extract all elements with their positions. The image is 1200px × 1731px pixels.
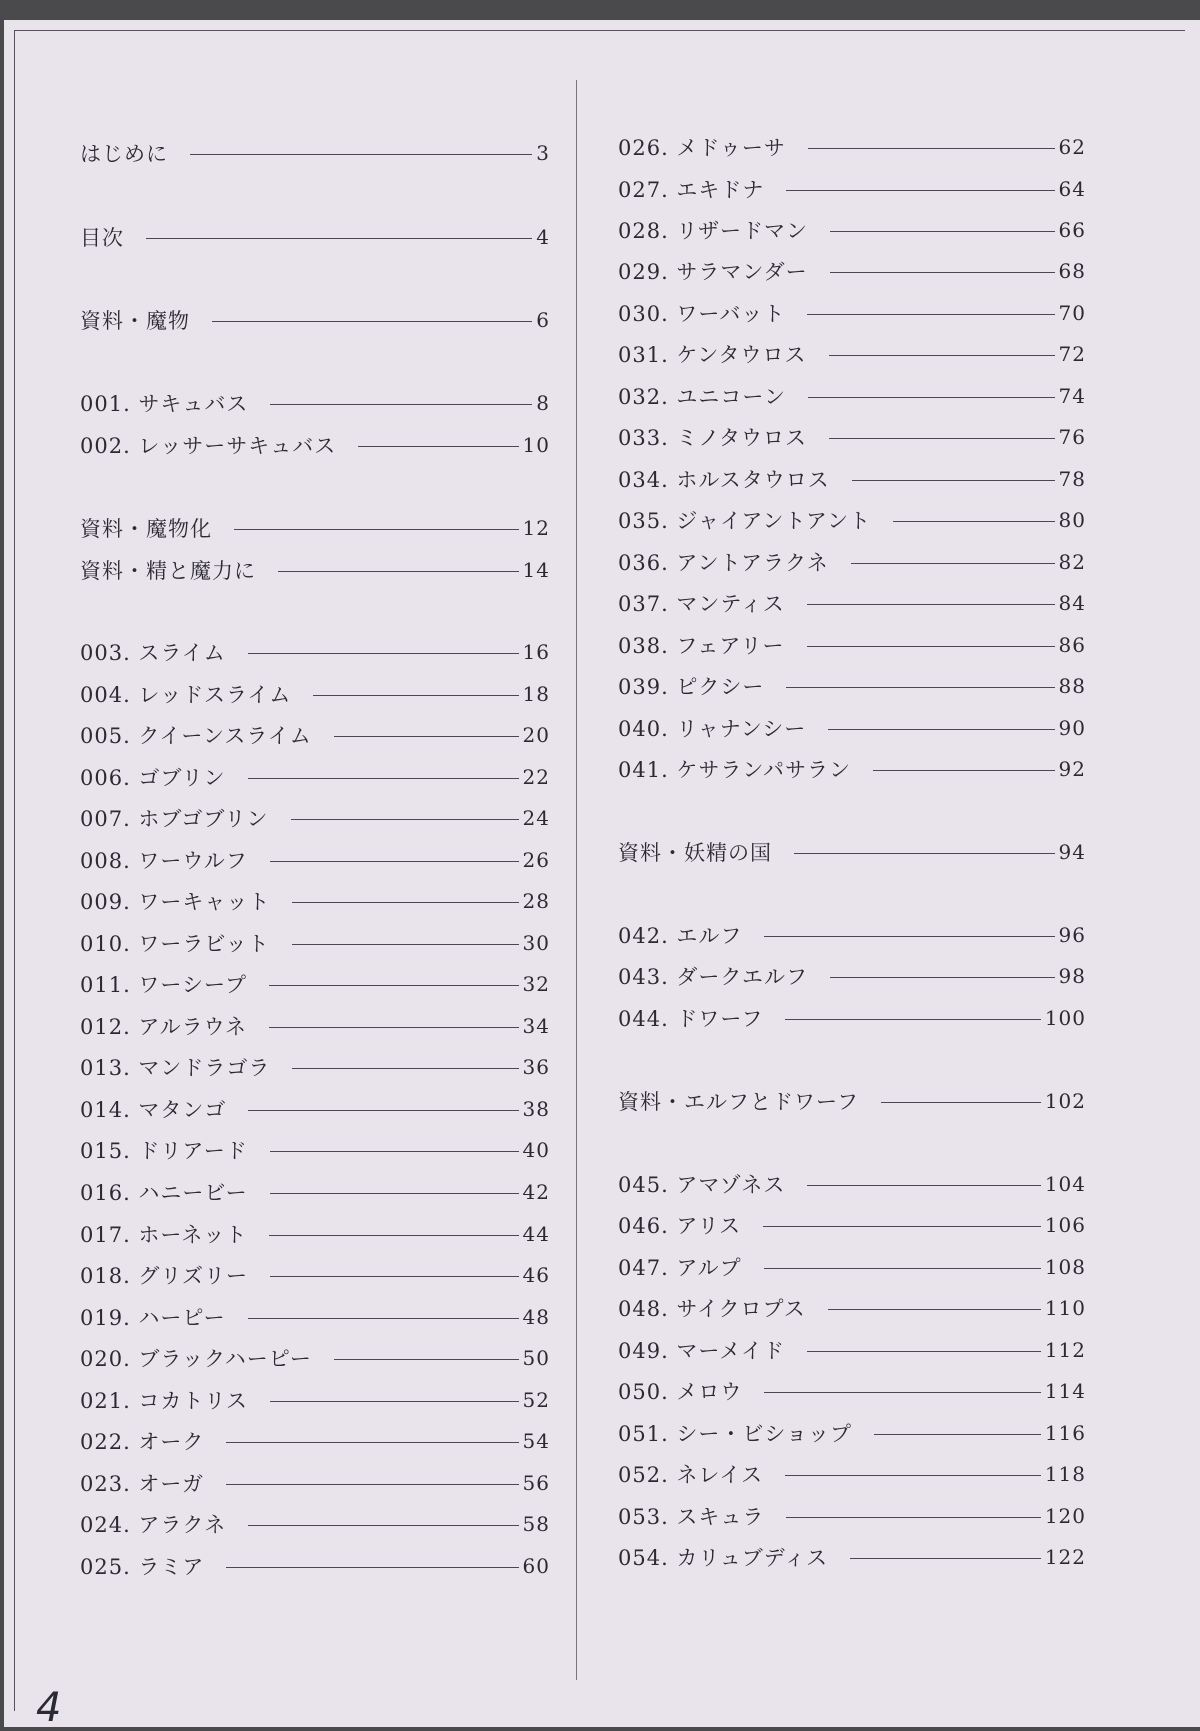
toc-entry <box>80 1219 550 1249</box>
toc-entry-page: 106 <box>1044 1213 1086 1237</box>
toc-leader-line <box>248 653 519 654</box>
toc-entry-page: 36 <box>522 1055 550 1079</box>
toc-entry-title: 041. ケサランパサラン <box>618 758 851 782</box>
toc-entry-page: 14 <box>522 558 550 582</box>
toc-entry-page: 50 <box>522 1346 550 1370</box>
toc-entry-title: 045. アマゾネス <box>618 1173 786 1197</box>
toc-leader-line <box>146 238 532 239</box>
toc-entry-page: 16 <box>522 640 550 664</box>
toc-entry-title: はじめに <box>80 142 168 166</box>
toc-entry-title: 049. マーメイド <box>618 1339 785 1363</box>
toc-entry-title: 038. フェアリー <box>618 634 785 658</box>
toc-leader-line <box>248 778 519 779</box>
toc-entry <box>80 555 550 585</box>
toc-entry <box>80 1011 550 1041</box>
toc-entry-title: 008. ワーウルフ <box>80 849 248 873</box>
toc-entry-page: 40 <box>522 1138 550 1162</box>
toc-leader-line <box>763 1226 1041 1227</box>
toc-entry <box>80 1260 550 1290</box>
toc-leader-line <box>313 695 518 696</box>
toc-entry <box>618 422 1086 452</box>
toc-entry-title: 011. ワーシープ <box>80 973 247 997</box>
toc-leader-line <box>269 1235 518 1236</box>
toc-entry-page: 72 <box>1058 342 1086 366</box>
toc-entry-page: 26 <box>522 848 550 872</box>
toc-entry-title: 002. レッサーサキュバス <box>80 434 337 458</box>
toc-leader-line <box>829 355 1055 356</box>
document-page <box>4 20 1200 1731</box>
toc-entry-page: 3 <box>536 141 550 165</box>
toc-entry-title: 052. ネレイス <box>618 1463 764 1487</box>
toc-entry-title: 048. サイクロプス <box>618 1297 806 1321</box>
toc-leader-line <box>830 977 1055 978</box>
toc-leader-line <box>764 1268 1041 1269</box>
toc-leader-line <box>785 1475 1041 1476</box>
toc-entry-title: 目次 <box>80 226 124 250</box>
toc-entry <box>618 671 1086 701</box>
toc-entry-title: 046. アリス <box>618 1214 742 1238</box>
toc-entry-title: 021. コカトリス <box>80 1389 249 1413</box>
toc-entry-page: 10 <box>522 433 550 457</box>
toc-entry-page: 110 <box>1044 1296 1086 1320</box>
toc-leader-line <box>248 1525 518 1526</box>
toc-entry-title: 053. スキュラ <box>618 1505 765 1529</box>
toc-entry <box>618 256 1086 286</box>
toc-leader-line <box>851 563 1055 564</box>
toc-leader-line <box>794 853 1055 854</box>
toc-entry-page: 68 <box>1058 259 1086 283</box>
toc-entry-title: 003. スライム <box>80 641 226 665</box>
toc-entry-title: 054. カリュブディス <box>618 1546 829 1570</box>
toc-entry-title: 020. ブラックハーピー <box>80 1347 312 1371</box>
toc-entry <box>618 339 1086 369</box>
toc-entry-page: 84 <box>1058 591 1086 615</box>
toc-entry <box>618 1086 1086 1116</box>
toc-leader-line <box>785 1019 1040 1020</box>
toc-leader-line <box>248 1110 518 1111</box>
toc-entry-title: 027. エキドナ <box>618 178 765 202</box>
toc-leader-line <box>269 1027 519 1028</box>
toc-entry-page: 58 <box>522 1512 550 1536</box>
toc-leader-line <box>830 231 1055 232</box>
toc-entry-page: 74 <box>1058 384 1086 408</box>
toc-entry-page: 46 <box>522 1263 550 1287</box>
toc-leader-line <box>226 1484 519 1485</box>
toc-leader-line <box>190 154 532 155</box>
toc-leader-line <box>270 1401 519 1402</box>
toc-entry-page: 96 <box>1058 923 1086 947</box>
toc-leader-line <box>852 480 1055 481</box>
toc-entry-title: 033. ミノタウロス <box>618 426 807 450</box>
toc-entry <box>618 1293 1086 1323</box>
toc-entry <box>80 1426 550 1456</box>
toc-leader-line <box>291 819 519 820</box>
toc-entry <box>618 1459 1086 1489</box>
toc-entry-title: 001. サキュバス <box>80 392 249 416</box>
toc-entry-title: 014. マタンゴ <box>80 1098 227 1122</box>
toc-leader-line <box>786 1517 1040 1518</box>
toc-entry <box>618 1335 1086 1365</box>
toc-entry <box>80 1177 550 1207</box>
toc-entry-page: 4 <box>536 225 550 249</box>
toc-leader-line <box>270 1151 519 1152</box>
toc-entry-title: 資料・エルフとドワーフ <box>618 1090 859 1114</box>
toc-entry-title: 030. ワーバット <box>618 302 786 326</box>
toc-entry-page: 44 <box>522 1222 550 1246</box>
toc-entry <box>80 803 550 833</box>
toc-entry-page: 112 <box>1044 1338 1086 1362</box>
toc-entry-page: 12 <box>522 516 550 540</box>
toc-entry <box>80 1052 550 1082</box>
toc-leader-line <box>278 571 519 572</box>
toc-leader-line <box>764 1392 1040 1393</box>
toc-entry-page: 20 <box>522 723 550 747</box>
toc-entry-page: 30 <box>522 931 550 955</box>
toc-entry <box>618 1003 1086 1033</box>
toc-entry-page: 54 <box>522 1429 550 1453</box>
toc-entry-title: 資料・妖精の国 <box>618 841 772 865</box>
toc-entry-page: 70 <box>1058 301 1086 325</box>
toc-entry-page: 66 <box>1058 218 1086 242</box>
toc-entry <box>80 305 550 335</box>
toc-leader-line <box>807 1351 1041 1352</box>
toc-entry <box>618 132 1086 162</box>
toc-leader-line <box>292 944 519 945</box>
toc-entry-page: 90 <box>1058 716 1086 740</box>
toc-entry-page: 22 <box>522 765 550 789</box>
toc-entry <box>618 630 1086 660</box>
toc-entry <box>80 928 550 958</box>
toc-entry-page: 78 <box>1058 467 1086 491</box>
toc-entry <box>80 430 550 460</box>
toc-leader-line <box>212 321 532 322</box>
toc-leader-line <box>807 314 1054 315</box>
toc-leader-line <box>893 521 1054 522</box>
toc-entry-title: 009. ワーキャット <box>80 890 271 914</box>
toc-entry <box>618 1542 1086 1572</box>
toc-entry <box>80 1343 550 1373</box>
toc-entry-title: 023. オーガ <box>80 1472 205 1496</box>
toc-leader-line <box>270 1193 519 1194</box>
toc-leader-line <box>850 1558 1041 1559</box>
toc-entry <box>80 1468 550 1498</box>
toc-entry-page: 42 <box>522 1180 550 1204</box>
toc-entry <box>618 588 1086 618</box>
toc-leader-line <box>786 190 1054 191</box>
toc-entry <box>80 679 550 709</box>
toc-entry <box>618 1210 1086 1240</box>
toc-entry-page: 38 <box>522 1097 550 1121</box>
toc-leader-line <box>270 861 519 862</box>
toc-entry <box>618 920 1086 950</box>
toc-leader-line <box>828 1309 1041 1310</box>
toc-entry-title: 040. リャナンシー <box>618 717 807 741</box>
toc-entry-page: 32 <box>522 972 550 996</box>
toc-entry-title: 047. アルプ <box>618 1256 742 1280</box>
toc-entry-page: 100 <box>1044 1006 1086 1030</box>
toc-entry-title: 051. シー・ビショップ <box>618 1422 853 1446</box>
toc-entry-page: 56 <box>522 1471 550 1495</box>
toc-entry-page: 64 <box>1058 177 1086 201</box>
toc-entry-title: 031. ケンタウロス <box>618 343 807 367</box>
toc-entry <box>80 138 550 168</box>
toc-entry-title: 028. リザードマン <box>618 219 809 243</box>
toc-entry <box>618 215 1086 245</box>
toc-entry <box>618 1501 1086 1531</box>
toc-entry <box>80 762 550 792</box>
toc-entry-title: 018. グリズリー <box>80 1264 249 1288</box>
toc-entry-page: 116 <box>1044 1421 1086 1445</box>
toc-entry <box>618 464 1086 494</box>
toc-entry <box>618 837 1086 867</box>
toc-leader-line <box>830 272 1055 273</box>
toc-leader-line <box>234 529 519 530</box>
toc-entry-page: 8 <box>536 391 550 415</box>
toc-leader-line <box>226 1442 518 1443</box>
toc-entry-title: 006. ゴブリン <box>80 766 226 790</box>
toc-entry <box>80 969 550 999</box>
toc-entry-page: 34 <box>522 1014 550 1038</box>
toc-entry-title: 025. ラミア <box>80 1555 205 1579</box>
toc-entry <box>618 1252 1086 1282</box>
toc-entry-page: 114 <box>1044 1379 1086 1403</box>
toc-leader-line <box>807 1185 1040 1186</box>
toc-entry <box>618 298 1086 328</box>
toc-entry-title: 016. ハニービー <box>80 1181 248 1205</box>
toc-entry-title: 039. ピクシー <box>618 675 765 699</box>
toc-leader-line <box>808 397 1055 398</box>
toc-entry <box>80 886 550 916</box>
toc-entry-page: 18 <box>522 682 550 706</box>
toc-entry-title: 034. ホルスタウロス <box>618 468 830 492</box>
toc-leader-line <box>248 1318 519 1319</box>
toc-entry-title: 043. ダークエルフ <box>618 965 809 989</box>
toc-leader-line <box>270 1276 519 1277</box>
toc-entry-page: 60 <box>522 1554 550 1578</box>
toc-entry-page: 118 <box>1044 1462 1086 1486</box>
toc-entry <box>80 720 550 750</box>
toc-entry-title: 036. アントアラクネ <box>618 551 829 575</box>
toc-leader-line <box>292 1068 518 1069</box>
toc-entry-page: 80 <box>1058 508 1086 532</box>
toc-entry <box>618 547 1086 577</box>
toc-entry-page: 108 <box>1044 1255 1086 1279</box>
toc-entry <box>80 388 550 418</box>
toc-leader-line <box>807 604 1055 605</box>
toc-leader-line <box>226 1567 518 1568</box>
toc-entry <box>618 713 1086 743</box>
toc-entry-title: 010. ワーラビット <box>80 932 270 956</box>
toc-leader-line <box>808 148 1055 149</box>
toc-entry-title: 044. ドワーフ <box>618 1007 764 1031</box>
toc-entry <box>80 1509 550 1539</box>
toc-entry <box>618 1169 1086 1199</box>
toc-entry-title: 017. ホーネット <box>80 1223 248 1247</box>
toc-entry-page: 82 <box>1058 550 1086 574</box>
toc-leader-line <box>292 902 518 903</box>
toc-entry <box>80 1302 550 1332</box>
toc-entry-title: 029. サラマンダー <box>618 260 808 284</box>
toc-entry-page: 48 <box>522 1305 550 1329</box>
toc-entry-title: 050. メロウ <box>618 1380 743 1404</box>
toc-entry <box>618 174 1086 204</box>
toc-entry-page: 24 <box>522 806 550 830</box>
toc-entry-page: 104 <box>1044 1172 1086 1196</box>
toc-entry <box>80 222 550 252</box>
toc-entry <box>618 754 1086 784</box>
toc-leader-line <box>786 687 1054 688</box>
toc-entry <box>618 1376 1086 1406</box>
toc-entry <box>618 505 1086 535</box>
toc-entry <box>80 1135 550 1165</box>
toc-entry-page: 88 <box>1058 674 1086 698</box>
toc-entry <box>80 845 550 875</box>
toc-entry-title: 035. ジャイアントアント <box>618 509 872 533</box>
toc-entry-page: 62 <box>1058 135 1086 159</box>
toc-entry-page: 94 <box>1058 840 1086 864</box>
toc-leader-line <box>334 736 519 737</box>
toc-leader-line <box>829 438 1055 439</box>
toc-entry-page: 28 <box>522 889 550 913</box>
toc-entry-page: 122 <box>1044 1545 1086 1569</box>
toc-leader-line <box>764 936 1054 937</box>
toc-leader-line <box>334 1359 519 1360</box>
toc-leader-line <box>807 646 1055 647</box>
toc-entry-title: 資料・精と魔力に <box>80 559 256 583</box>
toc-entry <box>618 381 1086 411</box>
toc-entry <box>80 1094 550 1124</box>
toc-entry <box>80 1551 550 1581</box>
toc-entry-title: 005. クイーンスライム <box>80 724 312 748</box>
toc-entry-page: 120 <box>1044 1504 1086 1528</box>
toc-entry-page: 6 <box>536 308 550 332</box>
toc-entry-title: 026. メドゥーサ <box>618 136 786 160</box>
toc-entry-title: 022. オーク <box>80 1430 205 1454</box>
toc-entry-title: 019. ハーピー <box>80 1306 226 1330</box>
toc-entry <box>80 513 550 543</box>
toc-entry-page: 102 <box>1044 1089 1086 1113</box>
toc-entry-title: 037. マンティス <box>618 592 785 616</box>
toc-entry-title: 012. アルラウネ <box>80 1015 247 1039</box>
toc-leader-line <box>358 446 518 447</box>
toc-leader-line <box>828 729 1054 730</box>
toc-entry-title: 資料・魔物 <box>80 309 190 333</box>
toc-entry-title: 024. アラクネ <box>80 1513 227 1537</box>
toc-entry-title: 015. ドリアード <box>80 1139 248 1163</box>
toc-leader-line <box>270 404 532 405</box>
toc-entry-title: 042. エルフ <box>618 924 743 948</box>
toc-entry-title: 032. ユニコーン <box>618 385 787 409</box>
toc-entry-page: 98 <box>1058 964 1086 988</box>
page-number: 4 <box>36 1685 62 1731</box>
toc-entry <box>80 1385 550 1415</box>
toc-entry <box>618 961 1086 991</box>
column-divider <box>576 80 577 1680</box>
toc-entry-page: 92 <box>1058 757 1086 781</box>
toc-leader-line <box>873 770 1055 771</box>
toc-entry-title: 007. ホブゴブリン <box>80 807 269 831</box>
toc-leader-line <box>881 1102 1041 1103</box>
toc-leader-line <box>874 1434 1041 1435</box>
toc-leader-line <box>269 985 519 986</box>
toc-entry-page: 86 <box>1058 633 1086 657</box>
toc-entry <box>80 637 550 667</box>
toc-entry-page: 76 <box>1058 425 1086 449</box>
toc-entry-title: 013. マンドラゴラ <box>80 1056 271 1080</box>
toc-entry-title: 004. レッドスライム <box>80 683 292 707</box>
toc-entry-title: 資料・魔物化 <box>80 517 212 541</box>
toc-entry-page: 52 <box>522 1388 550 1412</box>
toc-entry <box>618 1418 1086 1448</box>
